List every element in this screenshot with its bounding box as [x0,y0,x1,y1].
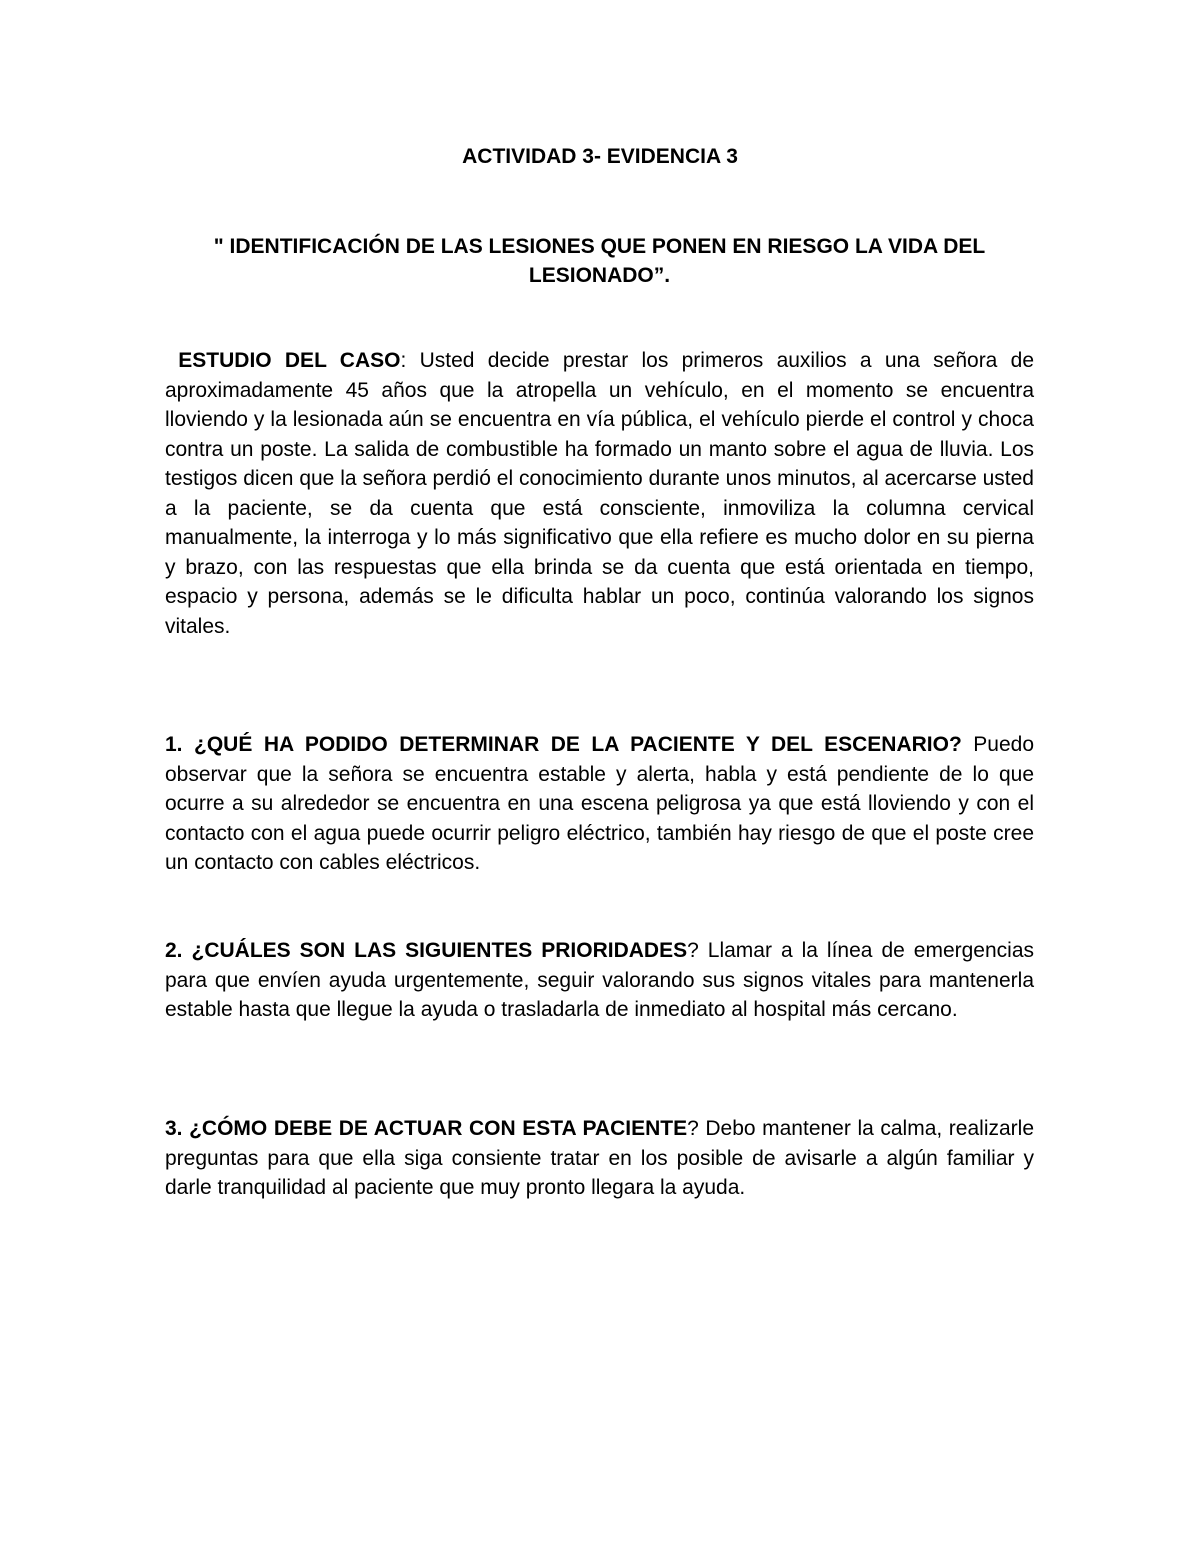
question-3: 3. ¿CÓMO DEBE DE ACTUAR CON ESTA PACIENTE [165,1117,688,1140]
case-study-text: : Usted decide prestar los primeros auxilios a una señora de aproximadamente 45 años que la atropella un vehículo, en el momento se encuentra lloviendo y la lesionada aún se encuentra en vía pública, el vehículo pierde el control y choca contra un poste. La salida de combustible ha formado un manto sobre el agua de lluvia. Los testigos dicen que la señora perdió el conocimiento durante unos minutos, al acercarse usted a la paciente, se da cuenta que está consciente, inmoviliza la columna cervical manualmente, la interroga y lo más significativo que ella refiere es mucho dolor en su pierna y brazo, con las respuestas que ella brinda se da cuenta que está orientada en tiempo, espacio y persona, además se le dificulta hablar un poco, continúa valorando los signos vitales. [165,349,1034,638]
question-3-paragraph [165,1114,1034,1203]
answer-2: ? Llamar a la línea de emergencias para que envíen ayuda urgentemente, seguir valorando sus signos vitales para mantenerla estable hasta que llegue la ayuda o trasladarla de inmediato al hospital más cercano. [165,939,1034,1021]
question-1: 1. ¿QUÉ HA PODIDO DETERMINAR DE LA PACIENTE Y DEL ESCENARIO? [165,733,962,756]
question-2: 2. ¿CUÁLES SON LAS SIGUIENTES PRIORIDADES [165,939,688,962]
case-study-paragraph [165,346,1034,641]
answer-1: Puedo observar que la señora se encuentra estable y alerta, habla y está pendiente de lo que ocurre a su alrededor se encuentra en una escena peligrosa ya que está lloviendo y con el contacto con el agua puede ocurrir peligro eléctrico, también hay riesgo de que el poste cree un contacto con cables eléctricos. [165,733,1035,874]
question-1-paragraph [165,730,1034,878]
document-title: ACTIVIDAD 3- EVIDENCIA 3 [462,145,738,168]
question-2-paragraph [165,936,1034,1025]
answer-3: ? Debo mantener la calma, realizarle preguntas para que ella siga consiente tratar en los posible de avisarle a algún familiar y darle tranquilidad al paciente que muy pronto llegara la ayuda. [165,1117,1034,1199]
document-subtitle: " IDENTIFICACIÓN DE LAS LESIONES QUE PONEN EN RIESGO LA VIDA DEL LESIONADO”. [213,235,986,287]
case-study-label: ESTUDIO DEL CASO [178,349,401,372]
